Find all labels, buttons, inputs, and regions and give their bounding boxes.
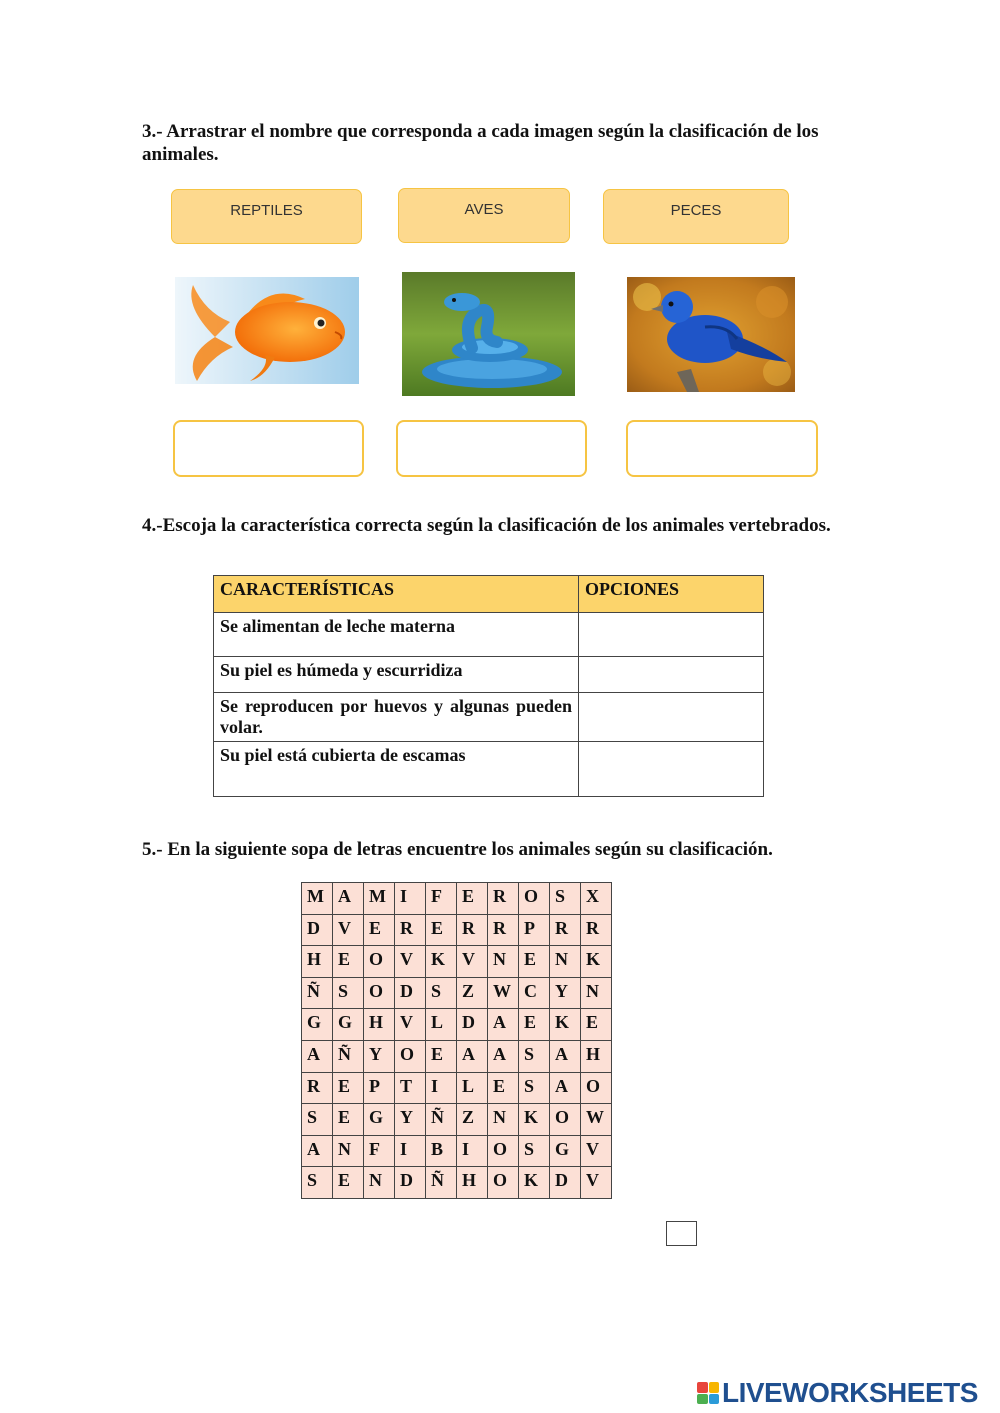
grid-cell[interactable]: M: [364, 883, 395, 915]
grid-cell[interactable]: O: [395, 1040, 426, 1072]
grid-cell[interactable]: V: [581, 1135, 612, 1167]
grid-cell[interactable]: A: [550, 1072, 581, 1104]
grid-cell[interactable]: S: [302, 1104, 333, 1136]
grid-row: [302, 1072, 612, 1104]
grid-cell[interactable]: A: [457, 1040, 488, 1072]
grid-cell[interactable]: R: [457, 914, 488, 946]
grid-cell[interactable]: R: [488, 883, 519, 915]
grid-cell[interactable]: S: [426, 977, 457, 1009]
grid-cell[interactable]: A: [488, 1040, 519, 1072]
grid-cell[interactable]: K: [550, 1009, 581, 1041]
grid-cell[interactable]: F: [426, 883, 457, 915]
grid-cell[interactable]: O: [364, 946, 395, 978]
grid-cell[interactable]: G: [550, 1135, 581, 1167]
grid-cell[interactable]: G: [302, 1009, 333, 1041]
grid-cell[interactable]: S: [519, 1135, 550, 1167]
grid-cell[interactable]: A: [302, 1135, 333, 1167]
grid-cell[interactable]: L: [426, 1009, 457, 1041]
grid-cell[interactable]: N: [550, 946, 581, 978]
grid-cell[interactable]: Y: [550, 977, 581, 1009]
grid-cell[interactable]: G: [364, 1104, 395, 1136]
grid-row: [302, 883, 612, 915]
characteristic-text: Se alimentan de leche materna: [214, 613, 579, 657]
chip-reptiles[interactable]: REPTILES: [171, 189, 362, 244]
grid-cell[interactable]: K: [426, 946, 457, 978]
question-3-instruction: 3.- Arrastrar el nombre que corresponda a cada imagen según la clasificación de los animales.: [142, 121, 819, 165]
grid-cell[interactable]: O: [519, 883, 550, 915]
grid-row: [302, 1135, 612, 1167]
grid-cell[interactable]: A: [488, 1009, 519, 1041]
header-caracteristicas: CARACTERÍSTICAS: [214, 576, 579, 613]
grid-cell[interactable]: S: [333, 977, 364, 1009]
grid-row: [302, 1104, 612, 1136]
grid-cell[interactable]: R: [302, 1072, 333, 1104]
grid-cell[interactable]: F: [364, 1135, 395, 1167]
grid-row: [302, 946, 612, 978]
grid-row: [302, 1009, 612, 1041]
grid-cell[interactable]: E: [519, 1009, 550, 1041]
grid-cell[interactable]: E: [581, 1009, 612, 1041]
grid-cell[interactable]: N: [364, 1167, 395, 1199]
grid-cell[interactable]: I: [395, 883, 426, 915]
grid-cell[interactable]: K: [519, 1104, 550, 1136]
grid-cell[interactable]: N: [488, 1104, 519, 1136]
grid-cell[interactable]: D: [395, 977, 426, 1009]
grid-cell[interactable]: V: [333, 914, 364, 946]
question-5-instruction: 5.- En la siguiente sopa de letras encuentre los animales según su clasificación.: [142, 839, 773, 860]
grid-cell[interactable]: O: [550, 1104, 581, 1136]
grid-cell[interactable]: M: [302, 883, 333, 915]
grid-cell[interactable]: E: [333, 1167, 364, 1199]
grid-cell[interactable]: C: [519, 977, 550, 1009]
grid-cell[interactable]: O: [488, 1135, 519, 1167]
grid-cell[interactable]: I: [457, 1135, 488, 1167]
snake-image: [402, 272, 575, 396]
grid-cell[interactable]: Z: [457, 1104, 488, 1136]
grid-cell[interactable]: H: [457, 1167, 488, 1199]
grid-cell[interactable]: D: [302, 914, 333, 946]
grid-cell[interactable]: E: [426, 914, 457, 946]
grid-cell[interactable]: D: [395, 1167, 426, 1199]
grid-cell[interactable]: Ñ: [333, 1040, 364, 1072]
empty-cell: [666, 1221, 697, 1246]
grid-cell[interactable]: E: [333, 1104, 364, 1136]
drop-box-bird[interactable]: [626, 420, 818, 477]
grid-cell[interactable]: I: [395, 1135, 426, 1167]
grid-cell[interactable]: X: [581, 883, 612, 915]
logo-icon: [697, 1382, 719, 1404]
grid-cell[interactable]: V: [395, 946, 426, 978]
grid-cell[interactable]: A: [302, 1040, 333, 1072]
brand-name: LIVEWORKSHEETS: [722, 1377, 978, 1408]
grid-cell[interactable]: O: [581, 1072, 612, 1104]
grid-cell[interactable]: E: [488, 1072, 519, 1104]
grid-cell[interactable]: K: [581, 946, 612, 978]
drop-box-fish[interactable]: [173, 420, 364, 477]
chip-aves[interactable]: AVES: [398, 188, 570, 243]
grid-cell[interactable]: E: [364, 914, 395, 946]
grid-row: [302, 1040, 612, 1072]
question-4-instruction: 4.-Escoja la característica correcta según la clasificación de los animales vertebrados.: [142, 515, 831, 536]
grid-cell[interactable]: Ñ: [426, 1104, 457, 1136]
grid-cell[interactable]: A: [333, 883, 364, 915]
grid-cell[interactable]: H: [302, 946, 333, 978]
grid-cell[interactable]: B: [426, 1135, 457, 1167]
grid-cell[interactable]: D: [550, 1167, 581, 1199]
grid-cell[interactable]: V: [581, 1167, 612, 1199]
grid-cell[interactable]: Z: [457, 977, 488, 1009]
grid-cell[interactable]: N: [581, 977, 612, 1009]
grid-cell[interactable]: O: [488, 1167, 519, 1199]
grid-cell[interactable]: E: [333, 1072, 364, 1104]
characteristics-table: [213, 575, 764, 797]
grid-cell[interactable]: E: [519, 946, 550, 978]
grid-cell[interactable]: H: [581, 1040, 612, 1072]
grid-cell[interactable]: Y: [395, 1104, 426, 1136]
grid-cell[interactable]: S: [302, 1167, 333, 1199]
grid-cell[interactable]: Ñ: [302, 977, 333, 1009]
grid-cell[interactable]: P: [519, 914, 550, 946]
grid-cell[interactable]: T: [395, 1072, 426, 1104]
word-search-grid: [301, 882, 612, 1199]
table-row: [214, 657, 764, 693]
table-row: [214, 613, 764, 657]
grid-cell[interactable]: R: [581, 914, 612, 946]
grid-cell[interactable]: E: [426, 1040, 457, 1072]
grid-cell[interactable]: O: [364, 977, 395, 1009]
characteristic-text: Se reproducen por huevos y algunas pueden volar.: [214, 693, 579, 742]
header-opciones: OPCIONES: [579, 576, 764, 613]
grid-cell[interactable]: R: [488, 914, 519, 946]
option-select[interactable]: [579, 693, 764, 742]
grid-cell[interactable]: Y: [364, 1040, 395, 1072]
grid-cell[interactable]: S: [519, 1072, 550, 1104]
option-select[interactable]: [579, 742, 764, 797]
grid-cell[interactable]: N: [333, 1135, 364, 1167]
grid-cell[interactable]: W: [488, 977, 519, 1009]
grid-cell[interactable]: S: [550, 883, 581, 915]
grid-cell[interactable]: V: [395, 1009, 426, 1041]
characteristic-text: Su piel es húmeda y escurridiza: [214, 657, 579, 693]
grid-cell[interactable]: L: [457, 1072, 488, 1104]
table-row: [214, 742, 764, 797]
grid-cell[interactable]: R: [395, 914, 426, 946]
grid-cell[interactable]: S: [519, 1040, 550, 1072]
grid-cell[interactable]: N: [488, 946, 519, 978]
liveworksheets-logo: [697, 1378, 978, 1408]
option-select[interactable]: [579, 613, 764, 657]
drop-box-snake[interactable]: [396, 420, 587, 477]
grid-row: [302, 1167, 612, 1199]
grid-cell[interactable]: H: [364, 1009, 395, 1041]
grid-cell[interactable]: I: [426, 1072, 457, 1104]
grid-cell[interactable]: K: [519, 1167, 550, 1199]
grid-cell[interactable]: D: [457, 1009, 488, 1041]
bird-image: [627, 277, 795, 392]
grid-row: [302, 977, 612, 1009]
chip-peces[interactable]: PECES: [603, 189, 789, 244]
grid-cell[interactable]: R: [550, 914, 581, 946]
grid-cell[interactable]: Ñ: [426, 1167, 457, 1199]
characteristic-text: Su piel está cubierta de escamas: [214, 742, 579, 797]
table-row: [214, 693, 764, 742]
grid-cell[interactable]: A: [550, 1040, 581, 1072]
grid-cell[interactable]: G: [333, 1009, 364, 1041]
option-select[interactable]: [579, 657, 764, 693]
grid-cell[interactable]: W: [581, 1104, 612, 1136]
goldfish-image: [175, 277, 359, 384]
grid-row: [302, 914, 612, 946]
grid-cell[interactable]: E: [333, 946, 364, 978]
grid-cell[interactable]: P: [364, 1072, 395, 1104]
grid-cell[interactable]: E: [457, 883, 488, 915]
grid-cell[interactable]: V: [457, 946, 488, 978]
